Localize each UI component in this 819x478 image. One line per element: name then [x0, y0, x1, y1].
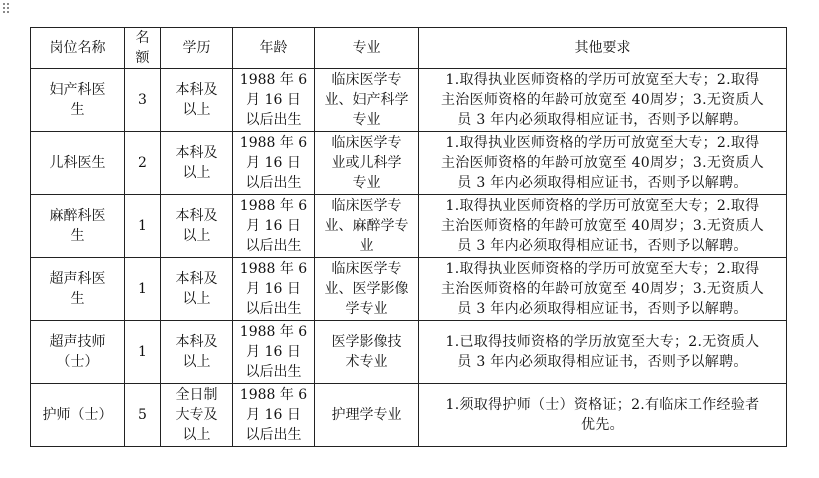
cell-education: 本科及 以上	[161, 195, 233, 258]
table-row	[31, 258, 787, 321]
cell-other: 1.取得执业医师资格的学历可放宽至大专；2.取得 主治医师资格的年龄可放宽至 40周岁；3.无资质人 员 3 年内必须取得相应证书，否则予以解聘。	[419, 69, 787, 132]
table-row	[31, 384, 787, 447]
cell-age: 1988 年 6 月 16 日 以后出生	[233, 132, 315, 195]
header-age: 年龄	[233, 28, 315, 69]
cell-age: 1988 年 6 月 16 日 以后出生	[233, 195, 315, 258]
cell-other: 1.取得执业医师资格的学历可放宽至大专；2.取得 主治医师资格的年龄可放宽至 40周岁；3.无资质人 员 3 年内必须取得相应证书，否则予以解聘。	[419, 132, 787, 195]
table-header-row	[31, 28, 787, 69]
cell-other: 1.取得执业医师资格的学历可放宽至大专；2.取得 主治医师资格的年龄可放宽至 40周岁；3.无资质人 员 3 年内必须取得相应证书，否则予以解聘。	[419, 195, 787, 258]
cell-major: 临床医学专 业、麻醉学专 业	[315, 195, 419, 258]
cell-quota: 1	[125, 258, 161, 321]
header-education: 学历	[161, 28, 233, 69]
cell-age: 1988 年 6 月 16 日 以后出生	[233, 258, 315, 321]
cell-position: 超声科医 生	[31, 258, 125, 321]
header-position: 岗位名称	[31, 28, 125, 69]
cell-age: 1988 年 6 月 16 日 以后出生	[233, 321, 315, 384]
table-row	[31, 195, 787, 258]
cell-major: 临床医学专 业、妇产科学 专业	[315, 69, 419, 132]
cell-quota: 1	[125, 321, 161, 384]
cell-major: 临床医学专 业、医学影像 学专业	[315, 258, 419, 321]
cell-education: 全日制 大专及 以上	[161, 384, 233, 447]
drag-handle-icon[interactable]	[3, 3, 11, 15]
cell-education: 本科及 以上	[161, 69, 233, 132]
header-other: 其他要求	[419, 28, 787, 69]
cell-major: 医学影像技 术专业	[315, 321, 419, 384]
cell-major: 护理学专业	[315, 384, 419, 447]
cell-other: 1.取得执业医师资格的学历可放宽至大专；2.取得 主治医师资格的年龄可放宽至 40周岁；3.无资质人 员 3 年内必须取得相应证书，否则予以解聘。	[419, 258, 787, 321]
table-row	[31, 132, 787, 195]
table-row	[31, 321, 787, 384]
cell-other: 1.须取得护师（士）资格证；2.有临床工作经验者 优先。	[419, 384, 787, 447]
header-major: 专业	[315, 28, 419, 69]
recruitment-table	[30, 27, 787, 447]
cell-quota: 2	[125, 132, 161, 195]
cell-position: 护师（士）	[31, 384, 125, 447]
cell-education: 本科及 以上	[161, 321, 233, 384]
cell-quota: 3	[125, 69, 161, 132]
cell-position: 儿科医生	[31, 132, 125, 195]
table-row	[31, 69, 787, 132]
cell-other: 1.已取得技师资格的学历放宽至大专；2.无资质人 员 3 年内必须取得相应证书，否则予以解聘。	[419, 321, 787, 384]
cell-position: 妇产科医 生	[31, 69, 125, 132]
cell-quota: 5	[125, 384, 161, 447]
cell-education: 本科及 以上	[161, 132, 233, 195]
cell-major: 临床医学专 业或儿科学 专业	[315, 132, 419, 195]
cell-education: 本科及 以上	[161, 258, 233, 321]
cell-quota: 1	[125, 195, 161, 258]
header-quota: 名 额	[125, 28, 161, 69]
cell-position: 麻醉科医 生	[31, 195, 125, 258]
cell-age: 1988 年 6 月 16 日 以后出生	[233, 384, 315, 447]
cell-position: 超声技师 （士）	[31, 321, 125, 384]
cell-age: 1988 年 6 月 16 日 以后出生	[233, 69, 315, 132]
